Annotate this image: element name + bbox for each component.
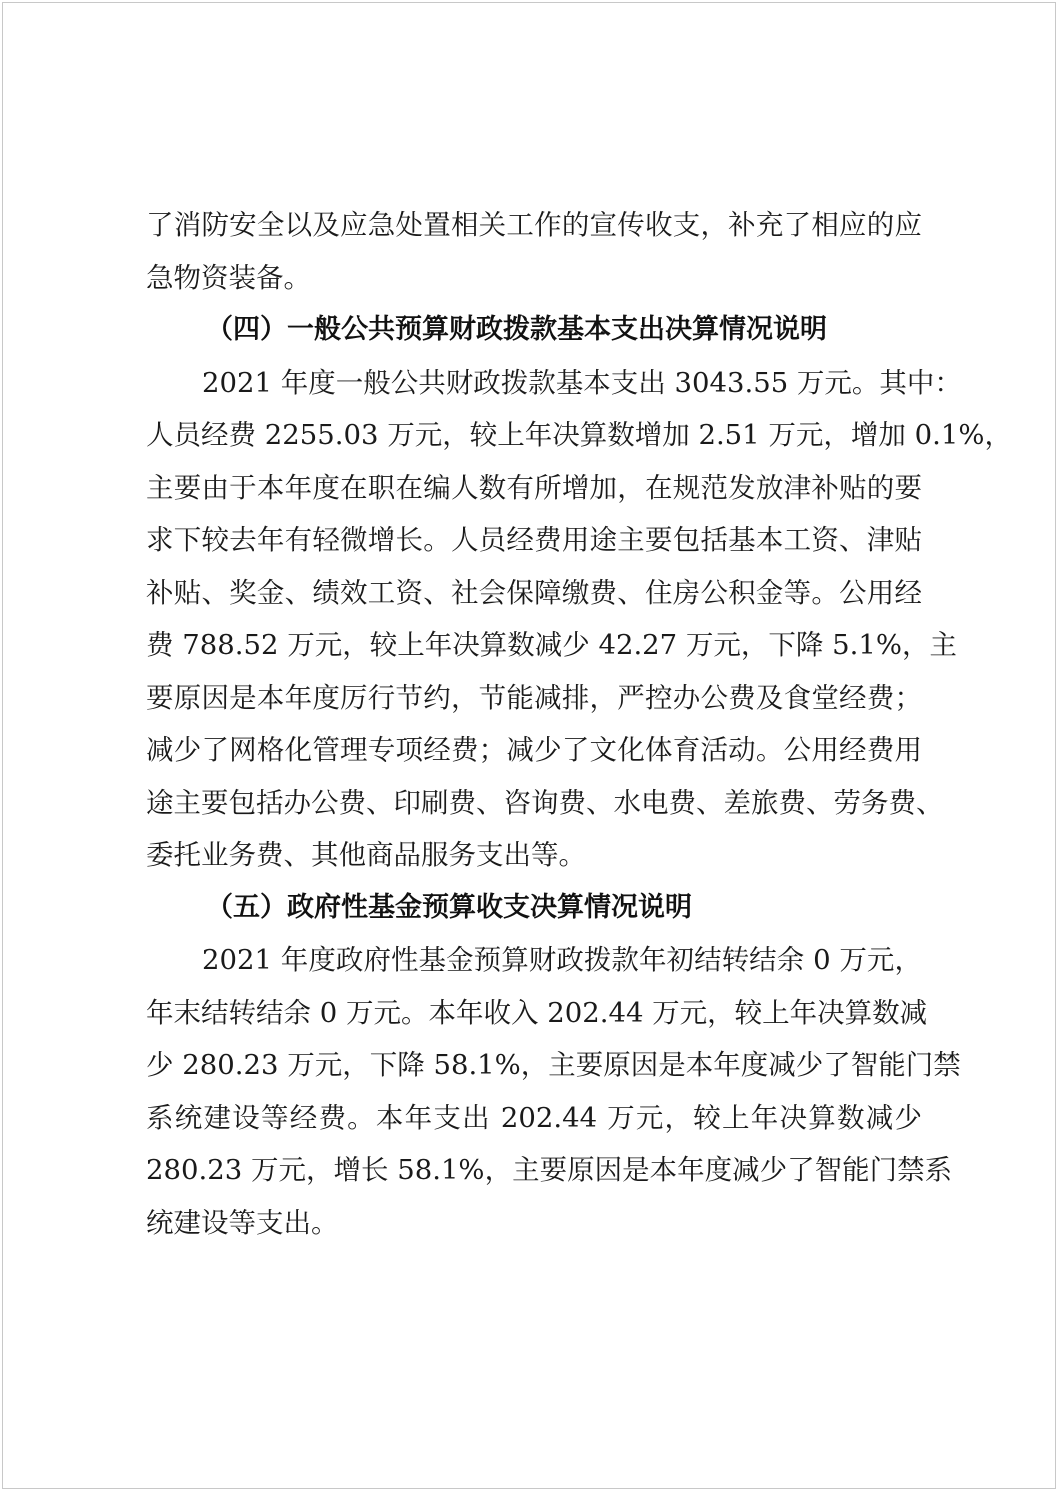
- text-line: 主要由于本年度在职在编人数有所增加，在规范发放津补贴的要: [146, 471, 922, 504]
- text-line: 补贴、奖金、绩效工资、社会保障缴费、住房公积金等。公用经: [146, 576, 922, 609]
- text-line: 人员经费 2255.03 万元，较上年决算数增加 2.51 万元，增加 0.1%，: [146, 419, 1013, 451]
- document-page: [2, 2, 1056, 1489]
- text-line: 费 788.52 万元，较上年决算数减少 42.27 万元，下降 5.1%，主: [146, 629, 958, 661]
- text-line: 途主要包括办公费、印刷费、咨询费、水电费、差旅费、劳务费、: [146, 786, 944, 819]
- text-line: 委托业务费、其他商品服务支出等。: [146, 839, 586, 871]
- section-basic-expenditure: [146, 304, 1013, 882]
- text-line: 统建设等支出。: [146, 1206, 339, 1239]
- text-line: 急物资装备。: [146, 261, 311, 294]
- text-line: 年末结转结余 0 万元。本年收入 202.44 万元，较上年决算数减: [146, 996, 928, 1029]
- section-heading: （四）一般公共预算财政拨款基本支出决算情况说明: [206, 314, 827, 345]
- text-line: 2021 年度政府性基金预算财政拨款年初结转结余 0 万元，: [202, 944, 922, 976]
- text-line: 要原因是本年度厉行节约，节能减排，严控办公费及食堂经费；: [146, 681, 922, 714]
- text-line: 了消防安全以及应急处置相关工作的宣传收支，补充了相应的应: [146, 209, 922, 241]
- text-line: 2021 年度一般公共财政拨款基本支出 3043.55 万元。其中：: [202, 366, 962, 399]
- text-line: 求下较去年有轻微增长。人员经费用途主要包括基本工资、津贴: [146, 524, 922, 556]
- text-line: 减少了网格化管理专项经费；减少了文化体育活动。公用经费用: [146, 734, 922, 766]
- section-government-fund: [146, 882, 961, 1250]
- section-heading: （五）政府性基金预算收支决算情况说明: [206, 891, 692, 923]
- document-body: [146, 199, 1013, 1249]
- text-line: 280.23 万元，增长 58.1%，主要原因是本年度减少了智能门禁系: [146, 1154, 953, 1186]
- paragraph-continued: [146, 199, 922, 304]
- text-line: 少 280.23 万元，下降 58.1%，主要原因是本年度减少了智能门禁: [146, 1049, 961, 1081]
- text-line: 系统建设等经费。本年支出 202.44 万元，较上年决算数减少: [146, 1101, 922, 1134]
